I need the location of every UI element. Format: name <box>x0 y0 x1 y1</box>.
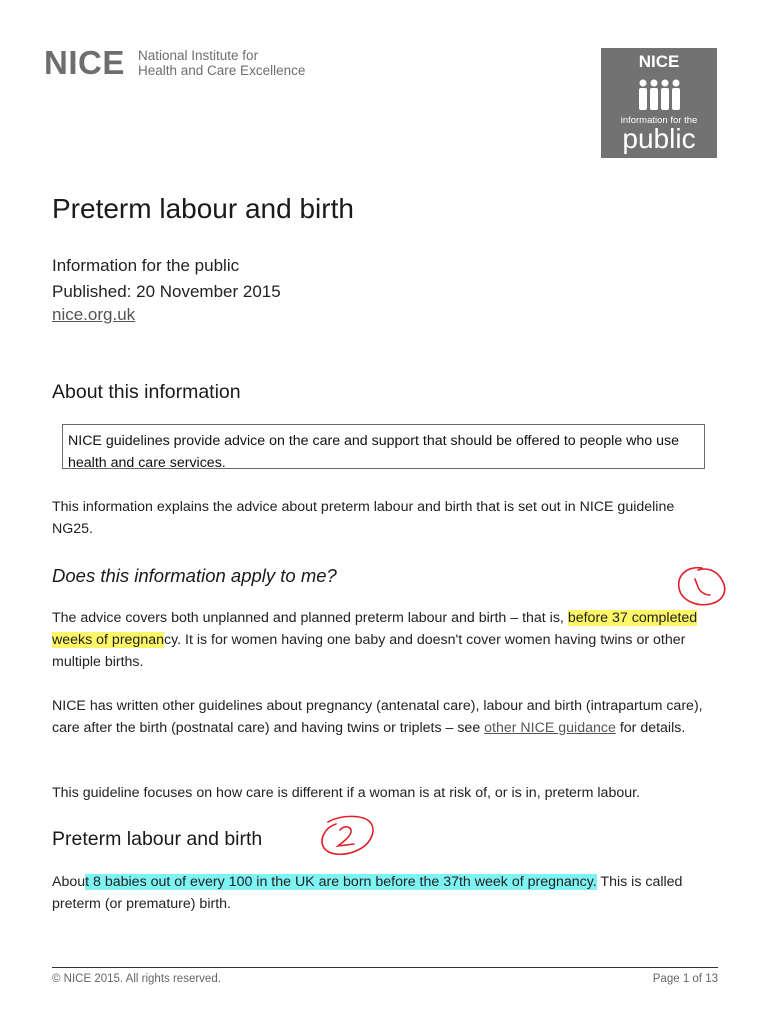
apply-paragraph-3: This guideline focuses on how care is different if a woman is at risk of, or is in, preterm labour. <box>52 785 641 801</box>
preterm-paragraph <box>52 871 716 915</box>
published-date: Published: 20 November 2015 <box>52 282 281 301</box>
apply-paragraph-1 <box>52 607 716 673</box>
apply-p2-text-a: NICE has written other guidelines about pregnancy (antenatal care), labour and birth (intrapartum care), care after the birth (postnatal care) and having twins or triplets – see <box>52 698 703 736</box>
other-guidance-link[interactable]: other NICE guidance <box>484 720 616 736</box>
handwritten-circled-2-icon <box>316 812 378 862</box>
apply-heading: Does this information apply to me? <box>52 565 337 586</box>
nice-logo <box>44 44 344 84</box>
highlight-yellow: before 37 completed weeks of pregnan <box>52 610 698 648</box>
logo-subtitle <box>138 49 305 78</box>
people-icon <box>636 79 682 111</box>
badge-public-label: public <box>622 123 696 154</box>
copyright-text: © NICE 2015. All rights reserved. <box>52 973 221 985</box>
badge-nice-label: NICE <box>638 52 680 71</box>
about-heading: About this information <box>52 381 241 403</box>
highlight-cyan: t 8 babies out of every 100 in the UK are born before the 37th week of pregnancy. <box>85 874 597 890</box>
logo-line-1: National Institute for <box>138 48 259 63</box>
logo-line-2: Health and Care Excellence <box>138 62 306 78</box>
page-number: Page 1 of 13 <box>652 973 718 985</box>
preterm-text-a: Abou <box>52 874 86 890</box>
apply-p1-text-b: cy. It is for women having one baby and doesn't cover women having twins or other multiple births. <box>52 632 686 670</box>
apply-paragraph-2 <box>52 695 716 739</box>
logo-wordmark: NICE <box>44 44 125 81</box>
doc-subtitle: Information for the public <box>52 256 240 275</box>
handwritten-circled-1-icon <box>672 562 732 612</box>
public-badge <box>601 48 717 158</box>
apply-p2-text-b: for details. <box>615 720 686 736</box>
page-footer <box>52 967 718 985</box>
badge-info-label: information for the <box>620 115 698 126</box>
apply-p1-text-a: The advice covers both unplanned and planned preterm labour and birth – that is, <box>52 610 568 626</box>
about-intro: This information explains the advice about preterm labour and birth that is set out in NICE guideline NG25. <box>52 499 675 537</box>
preterm-heading: Preterm labour and birth <box>52 828 263 850</box>
site-link[interactable]: nice.org.uk <box>52 305 136 324</box>
guideline-notice-box: NICE guidelines provide advice on the care and support that should be offered to people who use health and care services. <box>62 424 705 469</box>
page-title: Preterm labour and birth <box>52 193 354 224</box>
preterm-text-b: This is called preterm (or premature) birth. <box>52 874 683 912</box>
